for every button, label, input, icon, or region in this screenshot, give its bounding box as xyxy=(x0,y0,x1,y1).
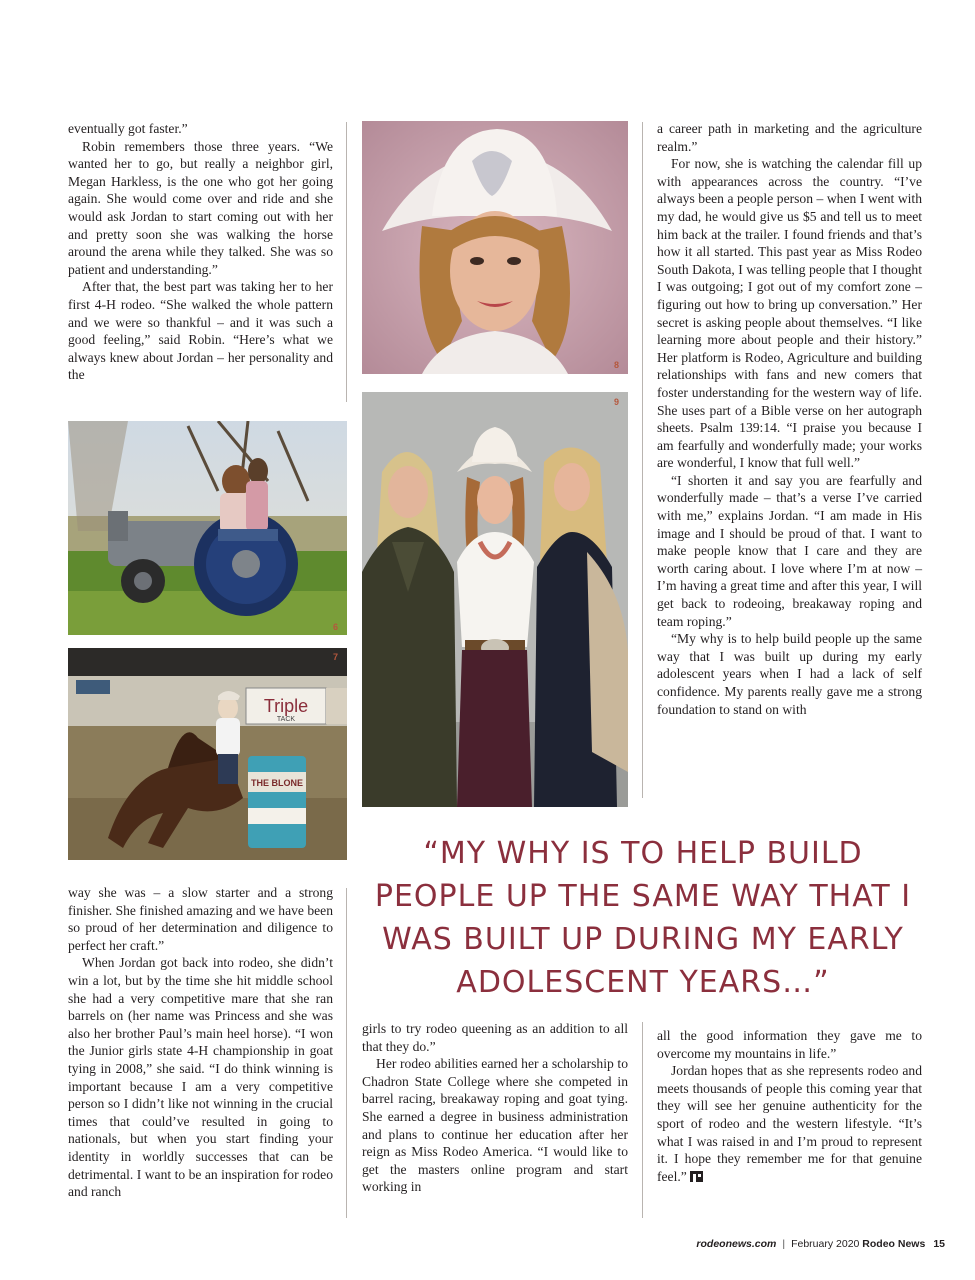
page-number: 15 xyxy=(933,1238,945,1250)
column-rule xyxy=(642,1022,643,1218)
photo-three-women xyxy=(362,392,628,807)
paragraph: For now, she is watching the calendar fill up with appearances across the country. “I’ve always been a people person – when I went with my dad, he would give us $5 and tell us to meet him back at the trailer. I found friends and that’s how it all started. This past year as Miss Rodeo South Dakota, I was telling people that I thought I was outgoing; I got out of my comfort zone – figuring out how to bring up conversation.” Her secret is asking people about themselves. “I like learning more about people and their history.” Her platform is Rodeo, Agriculture and building relationships with fans and new comers that foster understanding for the western way of life. She uses part of a Bible verse on her autograph sheets. Psalm 139:14. “I praise you because I am fearfully and wonderfully made; your works are wonderful, I know that full well.” xyxy=(657,156,922,471)
end-mark-icon xyxy=(690,1171,703,1182)
col2-bottom-text xyxy=(362,1020,628,1196)
col3-bottom-text xyxy=(657,1027,922,1185)
col1-bottom-text xyxy=(68,884,333,1201)
footer-date: February 2020 xyxy=(791,1238,860,1250)
page-footer xyxy=(696,1238,945,1250)
paragraph: eventually got faster.” xyxy=(68,121,188,136)
paragraph: girls to try rodeo queening as an addition to all that they do.” xyxy=(362,1021,628,1054)
photo-portrait xyxy=(362,121,628,374)
paragraph: Robin remembers those three years. “We wanted her to go, but really a neighbor girl, Megan Harkless, is the one who got her going again. She would come over and ride and she would ask Jordan to start coming out with her and pretty soon she was walking the horse around the arena while they talked. She was so patient and understanding.” xyxy=(68,138,333,277)
footer-separator: | xyxy=(782,1238,786,1250)
paragraph: When Jordan got back into rodeo, she didn’t win a lot, but by the time she hit middle school she had a very competitive mare that she ran barrels on (her name was Princess and she was also her brother Paul’s main heel horse). “I won the Junior girls state 4-H championship in goat tying in 2008,” she said. “I do think winning is important because I am a very competitive person so I didn’t like not winning in the crucial times that could’ve resulted in going to nationals, but when you start finding your identity in worldly successes that can be detrimental. I want to be an inspiration for rodeo and ranch xyxy=(68,955,333,1200)
three-women-photo-image xyxy=(362,392,628,807)
pull-quote: “MY WHY IS TO HELP BUILD PEOPLE UP THE SAME WAY THAT I WAS BUILT UP DURING MY EARLY ADOLESCENT YEARS…” xyxy=(374,836,912,1000)
column-rule xyxy=(642,122,643,798)
photo-number-8: 8 xyxy=(614,360,620,370)
col1-top-text xyxy=(68,120,333,384)
sign-tack: TACK xyxy=(276,716,296,723)
portrait-photo-image xyxy=(362,121,628,374)
paragraph: Her rodeo abilities earned her a scholarship to Chadron State College where she competed in barrel racing, breakaway roping and goat tying. She earned a degree in business administration and plans to continue her education after her reign as Miss Rodeo America. “I would like to get the masters online program and start working in xyxy=(362,1056,628,1195)
photo-number-6: 6 xyxy=(333,622,339,632)
photo-number-9: 9 xyxy=(614,397,620,407)
paragraph: all the good information they gave me to overcome my mountains in life.” xyxy=(657,1028,922,1061)
paragraph-text: Jordan hopes that as she represents rodeo and meets thousands of people this coming year that they will see her genuine authenticity for the sport of rodeo and the western lifestyle. “It’s what I was raised in and I’m proud to represent it. I hope they remember me for that genuine feel.” xyxy=(657,1063,922,1184)
barrel-text: THE BLONE xyxy=(250,778,304,788)
column-rule xyxy=(346,122,347,402)
footer-site[interactable]: rodeonews.com xyxy=(696,1238,777,1250)
column-rule xyxy=(346,888,347,1218)
paragraph: way she was – a slow starter and a strong finisher. She finished amazing and we have been so proud of her determination and diligence to perfect her craft.” xyxy=(68,885,333,953)
paragraph xyxy=(657,1062,922,1185)
col3-top-text xyxy=(657,120,922,718)
photo-tractor xyxy=(68,421,347,635)
sign-triple: Triple xyxy=(263,696,309,716)
tractor-photo-image xyxy=(68,421,347,635)
paragraph: After that, the best part was taking her to her first 4-H rodeo. “She walked the whole pattern and we were so thankful – and it was such a good feeling,” said Robin. “Here’s what we always knew about Jordan – her personality and the xyxy=(68,279,333,383)
paragraph: “I shorten it and say you are fearfully and wonderfully made – that’s a verse I’ve carried with me,” explains Jordan. “I am made in His image and I should be proud of that. I want to make people know that I care and they are worth caring about. I love where I’m at now – I’m having a great time and after this year, I will get back to rodeoing, breakaway roping and team roping.” xyxy=(657,472,922,629)
barrel-racing-photo-image xyxy=(68,648,347,860)
photo-number-7: 7 xyxy=(333,652,339,662)
paragraph: a career path in marketing and the agriculture realm.” xyxy=(657,121,922,154)
photo-barrel-racing xyxy=(68,648,347,860)
paragraph: “My why is to help build people up the same way that I was built up during my early adolescent years when I had a lack of self confidence. My parents really gave me a strong foundation to stand on with xyxy=(657,631,922,717)
footer-magazine: Rodeo News xyxy=(862,1238,926,1250)
